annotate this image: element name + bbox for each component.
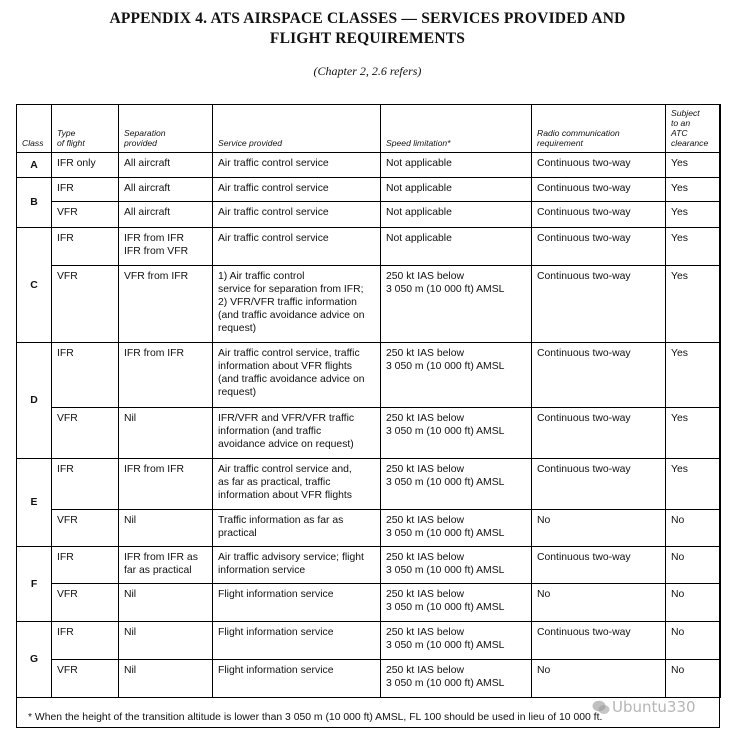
service-cell: Air traffic control service bbox=[213, 202, 381, 228]
table-row bbox=[17, 584, 721, 622]
separation-cell: IFR from IFR IFR from VFR bbox=[119, 228, 213, 266]
type-of-flight-cell: IFR bbox=[52, 459, 119, 510]
wechat-icon bbox=[592, 698, 612, 716]
radio-communication-cell: Continuous two-way bbox=[532, 266, 666, 343]
table-row bbox=[17, 622, 721, 660]
atc-clearance-cell: No bbox=[666, 510, 721, 547]
radio-communication-cell: Continuous two-way bbox=[532, 459, 666, 510]
airspace-classes-table bbox=[16, 104, 721, 698]
class-cell: D bbox=[17, 343, 52, 459]
service-cell: Air traffic control service bbox=[213, 228, 381, 266]
service-cell: Flight information service bbox=[213, 660, 381, 698]
radio-communication-cell: Continuous two-way bbox=[532, 547, 666, 584]
radio-communication-cell: Continuous two-way bbox=[532, 202, 666, 228]
table-row bbox=[17, 343, 721, 408]
speed-limitation-cell: 250 kt IAS below 3 050 m (10 000 ft) AMSL bbox=[381, 510, 532, 547]
class-cell: B bbox=[17, 178, 52, 228]
service-cell: Air traffic control service, traffic information about VFR flights (and traffic avoidance advice on request) bbox=[213, 343, 381, 408]
table-row bbox=[17, 266, 721, 343]
table-row bbox=[17, 178, 721, 202]
type-of-flight-cell: IFR bbox=[52, 343, 119, 408]
radio-communication-cell: Continuous two-way bbox=[532, 622, 666, 660]
atc-clearance-cell: No bbox=[666, 584, 721, 622]
header-row bbox=[17, 105, 721, 153]
separation-cell: All aircraft bbox=[119, 202, 213, 228]
table-row bbox=[17, 547, 721, 584]
service-cell: Flight information service bbox=[213, 622, 381, 660]
class-cell: C bbox=[17, 228, 52, 343]
service-cell: IFR/VFR and VFR/VFR traffic information (and traffic avoidance advice on request) bbox=[213, 408, 381, 459]
type-of-flight-cell: VFR bbox=[52, 266, 119, 343]
watermark bbox=[592, 698, 696, 716]
service-cell: Air traffic control service bbox=[213, 153, 381, 178]
header-speed-limitation: Speed limitation* bbox=[381, 105, 532, 153]
atc-clearance-cell: Yes bbox=[666, 408, 721, 459]
type-of-flight-cell: VFR bbox=[52, 408, 119, 459]
type-of-flight-cell: VFR bbox=[52, 202, 119, 228]
table-row bbox=[17, 228, 721, 266]
speed-limitation-cell: 250 kt IAS below 3 050 m (10 000 ft) AMSL bbox=[381, 343, 532, 408]
separation-cell: Nil bbox=[119, 622, 213, 660]
speed-limitation-cell: Not applicable bbox=[381, 228, 532, 266]
atc-clearance-cell: Yes bbox=[666, 228, 721, 266]
separation-cell: All aircraft bbox=[119, 178, 213, 202]
speed-limitation-cell: Not applicable bbox=[381, 178, 532, 202]
service-cell: Flight information service bbox=[213, 584, 381, 622]
speed-limitation-cell: 250 kt IAS below 3 050 m (10 000 ft) AMSL bbox=[381, 459, 532, 510]
table-row bbox=[17, 408, 721, 459]
radio-communication-cell: No bbox=[532, 510, 666, 547]
atc-clearance-cell: No bbox=[666, 660, 721, 698]
class-cell: A bbox=[17, 153, 52, 178]
type-of-flight-cell: IFR bbox=[52, 228, 119, 266]
service-cell: Air traffic advisory service; flight information service bbox=[213, 547, 381, 584]
table-row bbox=[17, 660, 721, 698]
atc-clearance-cell: Yes bbox=[666, 343, 721, 408]
type-of-flight-cell: VFR bbox=[52, 584, 119, 622]
separation-cell: Nil bbox=[119, 584, 213, 622]
page-subtitle: (Chapter 2, 2.6 refers) bbox=[313, 64, 422, 78]
separation-cell: IFR from IFR bbox=[119, 459, 213, 510]
service-cell: Air traffic control service and, as far as practical, traffic information about VFR flights bbox=[213, 459, 381, 510]
atc-clearance-cell: Yes bbox=[666, 202, 721, 228]
table-row bbox=[17, 202, 721, 228]
separation-cell: All aircraft bbox=[119, 153, 213, 178]
atc-clearance-cell: No bbox=[666, 622, 721, 660]
atc-clearance-cell: Yes bbox=[666, 153, 721, 178]
table-body bbox=[17, 153, 721, 698]
speed-limitation-cell: 250 kt IAS below 3 050 m (10 000 ft) AMSL bbox=[381, 547, 532, 584]
atc-clearance-cell: Yes bbox=[666, 178, 721, 202]
separation-cell: VFR from IFR bbox=[119, 266, 213, 343]
speed-limitation-cell: Not applicable bbox=[381, 153, 532, 178]
speed-limitation-cell: 250 kt IAS below 3 050 m (10 000 ft) AMSL bbox=[381, 660, 532, 698]
radio-communication-cell: Continuous two-way bbox=[532, 228, 666, 266]
type-of-flight-cell: IFR bbox=[52, 622, 119, 660]
radio-communication-cell: Continuous two-way bbox=[532, 178, 666, 202]
class-cell: F bbox=[17, 547, 52, 622]
radio-communication-cell: Continuous two-way bbox=[532, 153, 666, 178]
header-type-of-flight: Type of flight bbox=[52, 105, 119, 153]
separation-cell: Nil bbox=[119, 660, 213, 698]
separation-cell: IFR from IFR bbox=[119, 343, 213, 408]
type-of-flight-cell: VFR bbox=[52, 510, 119, 547]
class-cell: E bbox=[17, 459, 52, 547]
speed-limitation-cell: Not applicable bbox=[381, 202, 532, 228]
footnote: * When the height of the transition altitude is lower than 3 050 m (10 000 ft) AMSL, FL 100 should be used in lieu of 10 000 ft. bbox=[28, 712, 603, 723]
type-of-flight-cell: IFR bbox=[52, 178, 119, 202]
header-class: Class bbox=[17, 105, 52, 153]
class-cell: G bbox=[17, 622, 52, 698]
header-service-provided: Service provided bbox=[213, 105, 381, 153]
radio-communication-cell: No bbox=[532, 584, 666, 622]
header-atc-clearance: Subject to an ATC clearance bbox=[666, 105, 721, 153]
table-row bbox=[17, 510, 721, 547]
type-of-flight-cell: IFR only bbox=[52, 153, 119, 178]
radio-communication-cell: No bbox=[532, 660, 666, 698]
atc-clearance-cell: Yes bbox=[666, 459, 721, 510]
table-row bbox=[17, 153, 721, 178]
header-radio-communication: Radio communication requirement bbox=[532, 105, 666, 153]
page-title-line-2: FLIGHT REQUIREMENTS bbox=[269, 30, 466, 47]
service-cell: Traffic information as far as practical bbox=[213, 510, 381, 547]
separation-cell: Nil bbox=[119, 510, 213, 547]
service-cell: Air traffic control service bbox=[213, 178, 381, 202]
radio-communication-cell: Continuous two-way bbox=[532, 343, 666, 408]
service-cell: 1) Air traffic control service for separation from IFR; 2) VFR/VFR traffic information (and traffic avoidance advice on request) bbox=[213, 266, 381, 343]
table-row bbox=[17, 459, 721, 510]
type-of-flight-cell: IFR bbox=[52, 547, 119, 584]
watermark-text: Ubuntu330 bbox=[612, 698, 696, 716]
atc-clearance-cell: Yes bbox=[666, 266, 721, 343]
type-of-flight-cell: VFR bbox=[52, 660, 119, 698]
speed-limitation-cell: 250 kt IAS below 3 050 m (10 000 ft) AMSL bbox=[381, 622, 532, 660]
separation-cell: Nil bbox=[119, 408, 213, 459]
speed-limitation-cell: 250 kt IAS below 3 050 m (10 000 ft) AMSL bbox=[381, 408, 532, 459]
separation-cell: IFR from IFR as far as practical bbox=[119, 547, 213, 584]
radio-communication-cell: Continuous two-way bbox=[532, 408, 666, 459]
speed-limitation-cell: 250 kt IAS below 3 050 m (10 000 ft) AMSL bbox=[381, 266, 532, 343]
header-separation-provided: Separation provided bbox=[119, 105, 213, 153]
page-title-line-1: APPENDIX 4. ATS AIRSPACE CLASSES — SERVICES PROVIDED AND bbox=[109, 10, 626, 27]
atc-clearance-cell: No bbox=[666, 547, 721, 584]
speed-limitation-cell: 250 kt IAS below 3 050 m (10 000 ft) AMSL bbox=[381, 584, 532, 622]
